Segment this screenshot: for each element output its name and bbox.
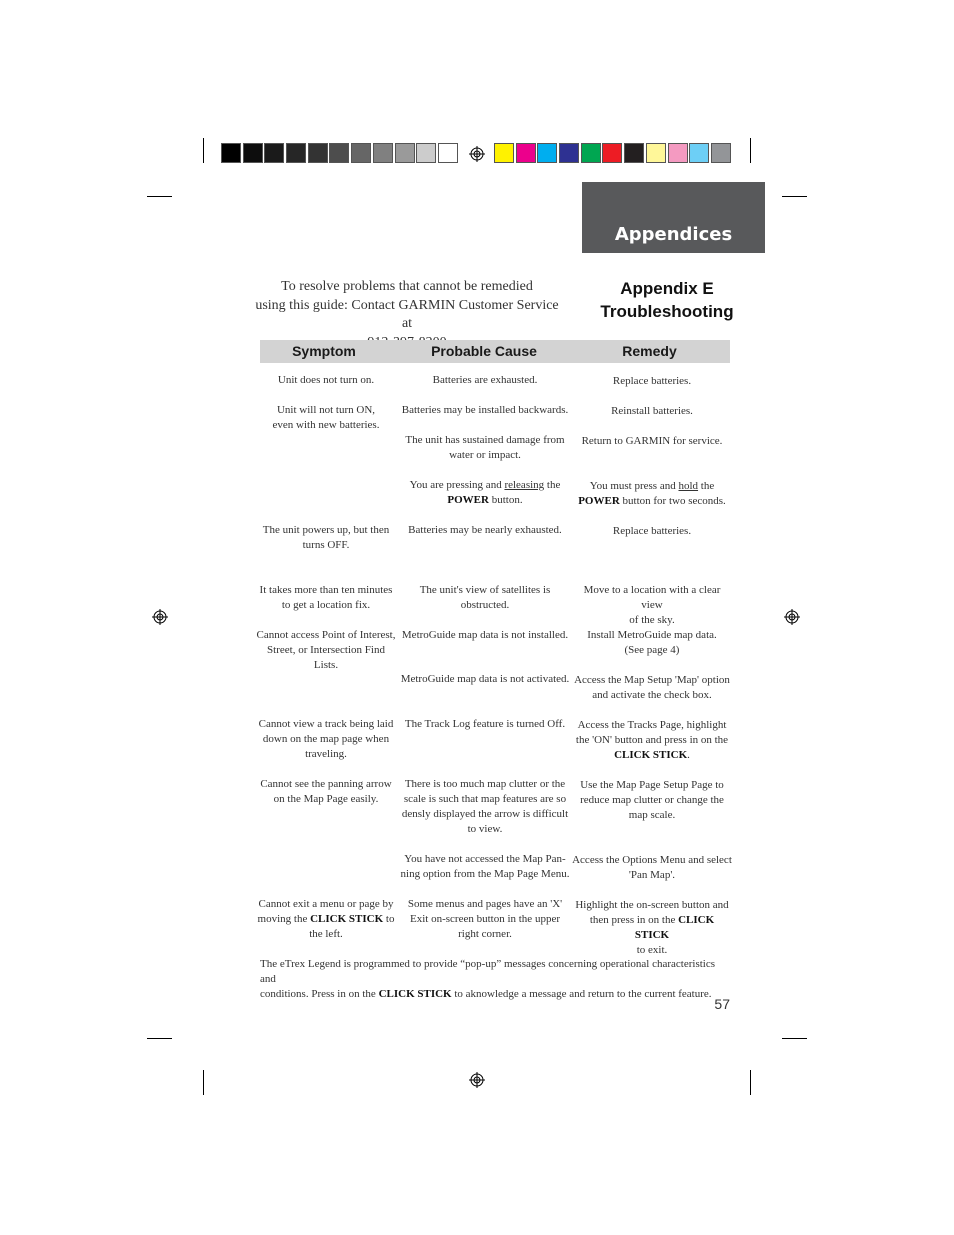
- cause-cell: Batteries may be nearly exhausted.: [408, 524, 562, 536]
- color-swatch: [646, 143, 666, 163]
- cause-cell: Batteries may be installed backwards.: [401, 404, 569, 416]
- cause-cell: The unit's view of satellites is obstructed.: [419, 584, 551, 611]
- color-swatch: [689, 143, 709, 163]
- column-header-cause: Probable Cause: [431, 343, 537, 359]
- intro-line: using this guide: Contact GARMIN Customer Service at: [255, 297, 559, 331]
- color-swatch: [494, 143, 514, 163]
- color-swatch: [264, 143, 284, 163]
- remedy-cell: Access the Options Menu and select 'Pan Map'.: [572, 854, 732, 881]
- section-tab: [582, 182, 765, 253]
- remedy-cell: Access the Map Setup 'Map' option and activate the check box.: [574, 674, 730, 701]
- crop-mark: [203, 138, 204, 163]
- color-swatch: [416, 143, 436, 163]
- section-tab-label: Appendices: [614, 224, 733, 245]
- color-swatch-bar: [494, 143, 733, 165]
- cause-cell: You have not accessed the Map Pan- ning option from the Map Page Menu.: [400, 853, 570, 880]
- color-swatch: [581, 143, 601, 163]
- registration-mark-icon: [152, 609, 168, 625]
- remedy-cell: Access the Tracks Page, highlight the 'ON' button and press in on the CLICK STICK.: [575, 719, 729, 761]
- crop-mark: [203, 1070, 204, 1095]
- symptom-cell: The unit powers up, but then turns OFF.: [262, 524, 390, 551]
- color-swatch: [438, 143, 458, 163]
- crop-mark: [147, 1038, 172, 1039]
- symptom-cell: Unit does not turn on.: [277, 374, 375, 386]
- crop-mark: [782, 1038, 807, 1039]
- symptom-cell: Cannot access Point of Interest, Street, or Intersection Find Lists.: [256, 629, 396, 671]
- crop-mark: [782, 196, 807, 197]
- remedy-cell: Move to a location with a clear view of the sky.: [583, 584, 721, 626]
- remedy-cell: Reinstall batteries.: [611, 405, 693, 417]
- cause-cell: MetroGuide map data is not installed.: [401, 629, 569, 641]
- color-swatch: [243, 143, 263, 163]
- crop-mark: [147, 196, 172, 197]
- column-header-symptom: Symptom: [292, 343, 356, 359]
- remedy-cell: Use the Map Page Setup Page to reduce map clutter or change the map scale.: [580, 779, 724, 821]
- page-number: 57: [714, 996, 730, 1012]
- color-swatch: [516, 143, 536, 163]
- cause-cell: MetroGuide map data is not activated.: [400, 673, 570, 685]
- color-swatch: [351, 143, 371, 163]
- cause-cell: Batteries are exhausted.: [432, 374, 538, 386]
- remedy-cell: Replace batteries.: [612, 525, 692, 537]
- appendix-title-line: Troubleshooting: [600, 302, 734, 321]
- crop-mark: [750, 138, 751, 163]
- appendix-title: [596, 277, 738, 323]
- color-swatch: [395, 143, 415, 163]
- symptom-cell: It takes more than ten minutes to get a location fix.: [259, 584, 393, 611]
- symptom-cell: Cannot see the panning arrow on the Map Page easily.: [260, 778, 392, 805]
- registration-mark-icon: [784, 609, 800, 625]
- color-swatch: [602, 143, 622, 163]
- gray-swatch-bar: [221, 143, 460, 165]
- remedy-cell: You must press and hold the POWER button for two seconds.: [578, 480, 726, 507]
- remedy-cell: Highlight the on-screen button and then press in on the CLICK STICK to exit.: [575, 899, 729, 956]
- cause-cell: There is too much map clutter or the scale is such that map features are so densly displayed the arrow is difficult to view.: [401, 778, 569, 835]
- table-header: [260, 340, 730, 363]
- appendix-title-line: Appendix E: [620, 279, 714, 298]
- color-swatch: [711, 143, 731, 163]
- intro-line: To resolve problems that cannot be remedied: [281, 279, 533, 294]
- footer-note: The eTrex Legend is programmed to provide “pop-up” messages concerning operational characteristics and conditions. Press in on the CLICK STICK to aknowledge a message and return to the current feature.: [260, 958, 716, 1000]
- color-swatch: [308, 143, 328, 163]
- color-swatch: [624, 143, 644, 163]
- color-swatch: [559, 143, 579, 163]
- color-swatch: [668, 143, 688, 163]
- registration-mark-icon: [469, 146, 485, 162]
- crop-mark: [750, 1070, 751, 1095]
- cause-cell: You are pressing and releasing the POWER button.: [409, 479, 561, 506]
- cause-cell: The unit has sustained damage from water or impact.: [405, 434, 565, 461]
- remedy-cell: Return to GARMIN for service.: [581, 435, 723, 447]
- column-header-remedy: Remedy: [622, 343, 677, 359]
- color-swatch: [221, 143, 241, 163]
- remedy-cell: Install MetroGuide map data. (See page 4): [587, 629, 717, 656]
- symptom-cell: Unit will not turn ON, even with new batteries.: [272, 404, 380, 431]
- color-swatch: [373, 143, 393, 163]
- color-swatch: [286, 143, 306, 163]
- color-swatch: [537, 143, 557, 163]
- symptom-cell: Cannot view a track being laid down on the map page when traveling.: [258, 718, 394, 760]
- cause-cell: The Track Log feature is turned Off.: [404, 718, 566, 730]
- color-swatch: [329, 143, 349, 163]
- symptom-cell: Cannot exit a menu or page by moving the CLICK STICK to the left.: [257, 898, 395, 940]
- remedy-cell: Replace batteries.: [612, 375, 692, 387]
- registration-mark-icon: [469, 1072, 485, 1088]
- cause-cell: Some menus and pages have an 'X' Exit on-screen button in the upper right corner.: [407, 898, 563, 940]
